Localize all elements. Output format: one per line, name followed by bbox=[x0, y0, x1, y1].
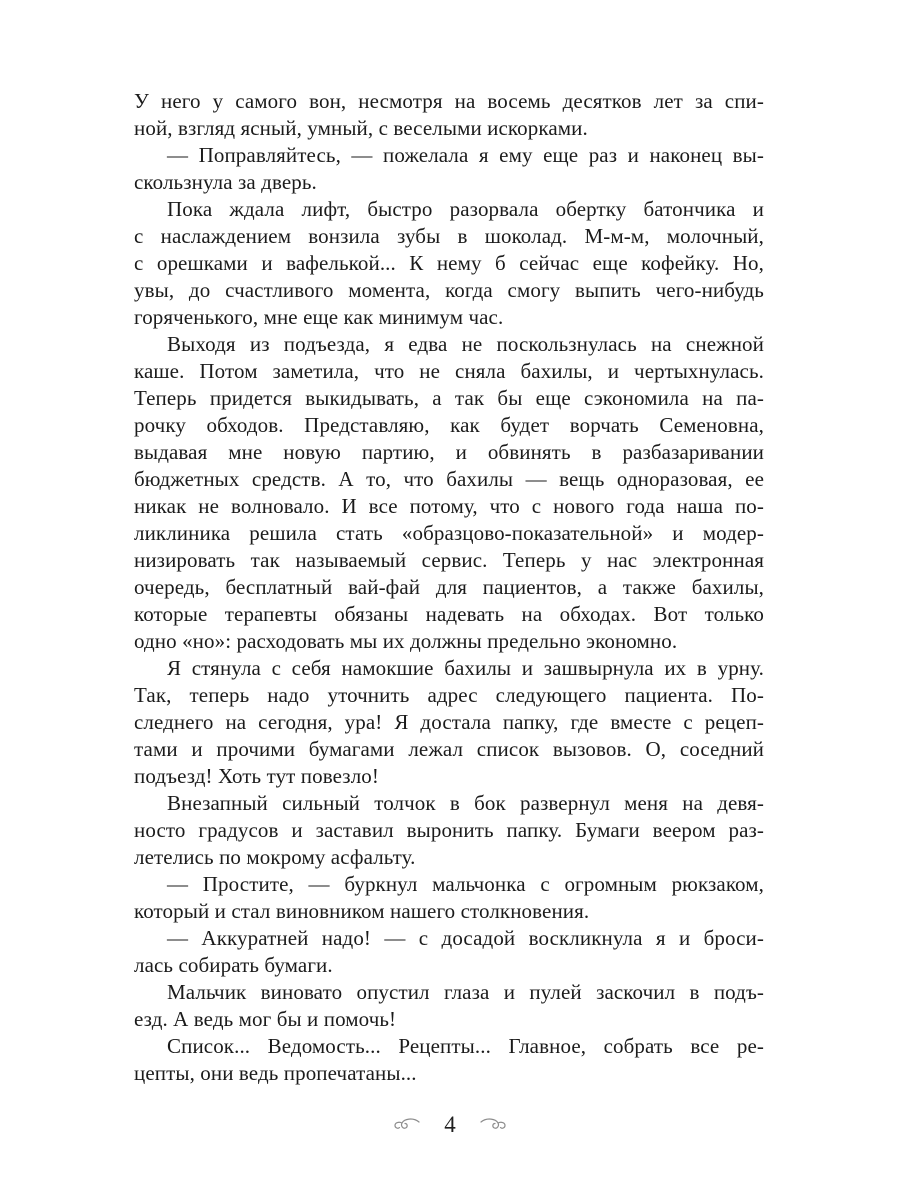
text-line: скользнула за дверь. bbox=[134, 170, 317, 194]
page-footer bbox=[0, 1106, 900, 1142]
text-line: с наслаждением вонзила зубы в шоколад. М-м-м, молочный, bbox=[134, 224, 764, 248]
text-line: Так, теперь надо уточнить адрес следующего пациента. По- bbox=[134, 683, 764, 707]
paragraph bbox=[134, 331, 764, 655]
page-text bbox=[134, 88, 764, 1087]
text-line: летелись по мокрому асфальту. bbox=[134, 845, 416, 869]
text-line: одно «но»: расходовать мы их должны предельно экономно. bbox=[134, 629, 678, 653]
text-line: увы, до счастливого момента, когда смогу выпить чего-нибудь bbox=[134, 278, 764, 302]
text-line: лась собирать бумаги. bbox=[134, 953, 333, 977]
text-line: ликлиника решила стать «образцово-показательной» и модер- bbox=[134, 521, 764, 545]
text-line: никак не волновало. И все потому, что с нового года наша по- bbox=[134, 494, 764, 518]
text-line: очередь, бесплатный вай-фай для пациентов, а также бахилы, bbox=[134, 575, 764, 599]
text-line: подъезд! Хоть тут повезло! bbox=[134, 764, 379, 788]
page-number: 4 bbox=[444, 1111, 456, 1137]
text-line: носто градусов и заставил выронить папку. Бумаги веером раз- bbox=[134, 818, 764, 842]
text-line: следнего на сегодня, ура! Я достала папку, где вместе с рецеп- bbox=[134, 710, 764, 734]
text-line: Я стянула с себя намокшие бахилы и зашвырнула их в урну. bbox=[167, 656, 764, 680]
text-line: Список... Ведомость... Рецепты... Главное, собрать все ре- bbox=[167, 1034, 764, 1058]
text-line: Теперь придется выкидывать, а так бы еще сэкономила на па- bbox=[134, 386, 764, 410]
text-line: цепты, они ведь пропечатаны... bbox=[134, 1061, 417, 1085]
paragraph bbox=[134, 196, 764, 331]
text-line: Пока ждала лифт, быстро разорвала обертку батончика и bbox=[167, 197, 764, 221]
text-line: каше. Потом заметила, что не сняла бахилы, и чертыхнулась. bbox=[134, 359, 764, 383]
text-line: Внезапный сильный толчок в бок развернул меня на девя- bbox=[167, 791, 764, 815]
text-line: Выходя из подъезда, я едва не поскользнулась на снежной bbox=[167, 332, 764, 356]
text-line: горяченького, мне еще как минимум час. bbox=[134, 305, 504, 329]
paragraph bbox=[134, 655, 764, 790]
fleuron-right-icon bbox=[480, 1118, 506, 1131]
text-line: ной, взгляд ясный, умный, с веселыми искорками. bbox=[134, 116, 588, 140]
paragraph bbox=[134, 871, 764, 925]
text-line: низировать так называемый сервис. Теперь у нас электронная bbox=[134, 548, 764, 572]
text-line: езд. А ведь мог бы и помочь! bbox=[134, 1007, 397, 1031]
text-line: рочку обходов. Представляю, как будет ворчать Семеновна, bbox=[134, 413, 764, 437]
text-line: У него у самого вон, несмотря на восемь десятков лет за спи- bbox=[134, 89, 764, 113]
paragraph bbox=[134, 925, 764, 979]
text-line: — Поправляйтесь, — пожелала я ему еще раз и наконец вы- bbox=[167, 143, 764, 167]
text-line: которые терапевты обязаны надевать на обходах. Вот только bbox=[134, 602, 764, 626]
text-line: Мальчик виновато опустил глаза и пулей заскочил в подъ- bbox=[167, 980, 764, 1004]
text-line: который и стал виновником нашего столкновения. bbox=[134, 899, 590, 923]
paragraph bbox=[134, 88, 764, 142]
text-line: тами и прочими бумагами лежал список вызовов. О, соседний bbox=[134, 737, 764, 761]
paragraph bbox=[134, 979, 764, 1033]
paragraph bbox=[134, 142, 764, 196]
text-line: бюджетных средств. А то, что бахилы — вещь одноразовая, ее bbox=[134, 467, 764, 491]
text-line: — Аккуратней надо! — с досадой воскликнула я и броси- bbox=[167, 926, 764, 950]
text-line: с орешками и вафелькой... К нему б сейчас еще кофейку. Но, bbox=[134, 251, 764, 275]
text-line: выдавая мне новую партию, и обвинять в разбазаривании bbox=[134, 440, 764, 464]
fleuron-left-icon bbox=[394, 1118, 420, 1131]
text-line: — Простите, — буркнул мальчонка с огромным рюкзаком, bbox=[167, 872, 764, 896]
paragraph bbox=[134, 790, 764, 871]
paragraph bbox=[134, 1033, 764, 1087]
